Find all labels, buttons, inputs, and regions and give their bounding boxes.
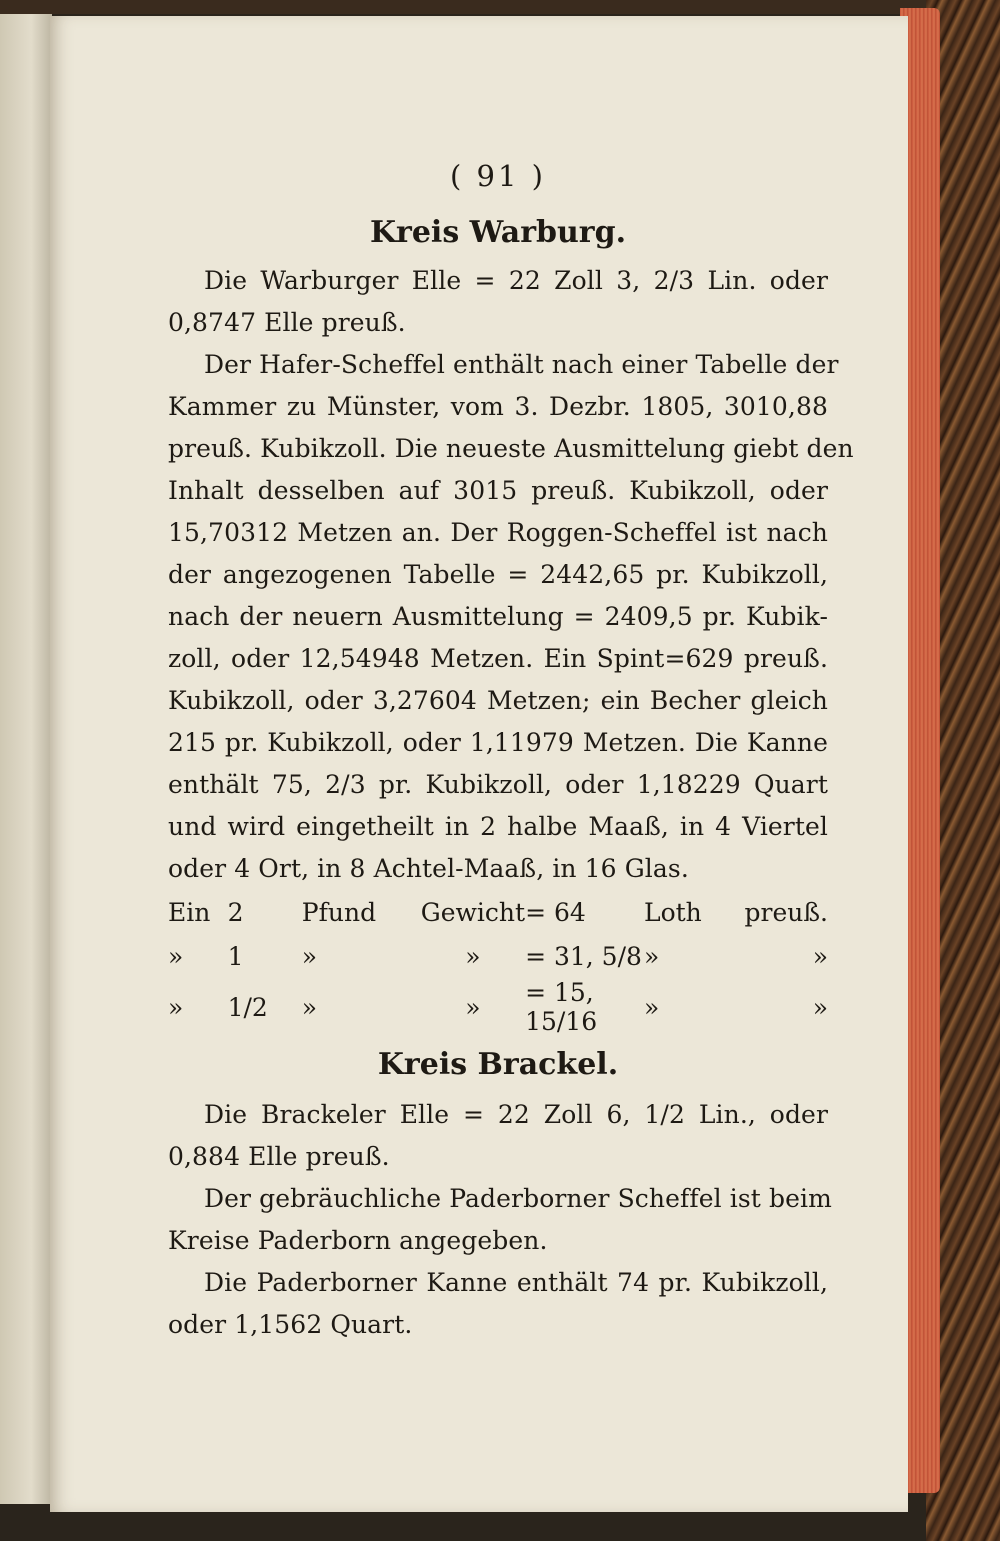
table-cell: »	[812, 992, 828, 1022]
table-cell: »	[168, 992, 184, 1022]
table-row	[168, 934, 828, 978]
text-line: Der Hafer-Scheffel enthält nach einer Tabelle der	[204, 350, 839, 379]
text-line: Der gebräuchliche Paderborner Scheffel ist beim	[204, 1184, 832, 1213]
table-cell: preuß.	[744, 897, 828, 927]
facing-page-edge	[0, 14, 52, 1504]
table-cell: Ein	[168, 897, 211, 927]
page-text	[168, 146, 854, 1346]
table-cell: »	[301, 941, 318, 971]
table-cell: »	[301, 992, 318, 1022]
table-cell: 1/2	[227, 992, 268, 1022]
table-cell: »	[643, 941, 660, 971]
text-line: der angezogenen Tabelle = 2442,65 pr. Kubikzoll,	[168, 560, 828, 589]
table-cell: 1	[227, 941, 244, 971]
table-cell: = 64	[525, 897, 586, 927]
book-page	[50, 16, 908, 1512]
text-line: 0,8747 Elle preuß.	[168, 308, 406, 337]
page-number: ( 91 )	[450, 159, 546, 193]
text-line: Kammer zu Münster, vom 3. Dezbr. 1805, 3010,88	[168, 392, 828, 421]
table-cell: »	[465, 941, 481, 971]
table-cell: Pfund	[301, 897, 377, 927]
text-line: Kubikzoll, oder 3,27604 Metzen; ein Becher gleich	[168, 686, 828, 715]
text-line: Die Brackeler Elle = 22 Zoll 6, 1/2 Lin., oder	[204, 1100, 828, 1129]
weights-table	[168, 890, 828, 1036]
table-cell: 2	[227, 897, 244, 927]
text-line: preuß. Kubikzoll. Die neueste Ausmittelung giebt den	[168, 434, 854, 463]
table-cell: »	[643, 992, 660, 1022]
table-cell: = 15, 15/16	[525, 978, 598, 1036]
heading-kreis-warburg: Kreis Warburg.	[369, 215, 627, 250]
table-cell: = 31, 5/8	[525, 941, 642, 971]
table-cell: »	[812, 941, 828, 971]
text-line: 0,884 Elle preuß.	[168, 1142, 390, 1171]
text-line: Inhalt desselben auf 3015 preuß. Kubikzoll, oder	[168, 476, 828, 505]
table-row	[168, 978, 828, 1036]
table-cell: »	[168, 941, 184, 971]
table-cell: Gewicht	[420, 897, 526, 927]
text-line: oder 1,1562 Quart.	[168, 1310, 413, 1339]
text-line: Kreise Paderborn angegeben.	[168, 1226, 548, 1255]
text-line: und wird eingetheilt in 2 halbe Maaß, in 4 Viertel	[168, 812, 828, 841]
text-line: oder 4 Ort, in 8 Achtel-Maaß, in 16 Glas.	[168, 854, 689, 883]
book-top-edge	[0, 0, 1000, 14]
table-cell: »	[465, 992, 481, 1022]
text-line: Die Warburger Elle = 22 Zoll 3, 2/3 Lin. oder	[204, 266, 828, 295]
text-line: 215 pr. Kubikzoll, oder 1,11979 Metzen. Die Kanne	[168, 728, 828, 757]
heading-kreis-brackel: Kreis Brackel.	[377, 1047, 619, 1082]
text-line: enthält 75, 2/3 pr. Kubikzoll, oder 1,18229 Quart	[168, 770, 828, 799]
table-cell: Loth	[643, 897, 702, 927]
text-line: zoll, oder 12,54948 Metzen. Ein Spint=629 preuß.	[168, 644, 828, 673]
table-row	[168, 890, 828, 934]
text-line: Die Paderborner Kanne enthält 74 pr. Kubikzoll,	[204, 1268, 828, 1297]
text-line: nach der neuern Ausmittelung = 2409,5 pr. Kubik-	[168, 602, 828, 631]
text-line: 15,70312 Metzen an. Der Roggen-Scheffel ist nach	[168, 518, 828, 547]
